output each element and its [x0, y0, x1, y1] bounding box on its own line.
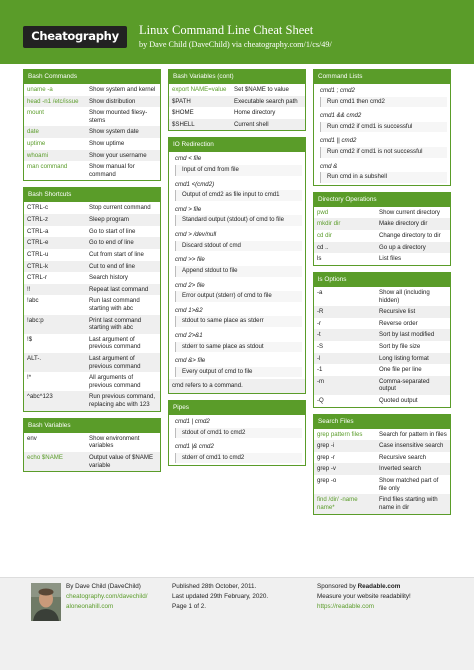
list-item	[169, 253, 305, 278]
table-row	[314, 341, 450, 353]
footer-website-link[interactable]: aloneonahill.com	[66, 603, 114, 610]
table-row	[314, 376, 450, 395]
option-cell: -m	[317, 377, 325, 385]
command-cell: head -n1 /etc/issue	[27, 97, 79, 105]
shortcut-cell: CTRL-r	[27, 274, 47, 282]
shortcut-cell: !$	[27, 335, 33, 343]
shortcut-cell: ^abc^123	[27, 393, 53, 401]
bash-commands-section	[23, 69, 161, 181]
description-cell: Cut from start of line	[89, 250, 144, 258]
table-row	[24, 452, 160, 471]
section-title: Command Lists	[314, 70, 450, 84]
command-text: cmd &	[320, 162, 338, 170]
table-row	[24, 202, 160, 214]
shortcut-cell: CTRL-a	[27, 227, 49, 235]
footer-author-profile-link[interactable]: cheatography.com/davechild/	[66, 593, 148, 600]
description-text: Run cmd2 if cmd1 is successful	[320, 122, 447, 133]
table-row	[314, 440, 450, 452]
command-cell: cd dir	[317, 232, 332, 240]
description-cell: Comma-separated output	[379, 377, 430, 393]
command-text: cmd 2>&1	[175, 331, 203, 339]
author-avatar[interactable]	[31, 583, 61, 621]
column-3	[313, 69, 451, 521]
table-row	[314, 452, 450, 464]
page-number: Page 1 of 2.	[172, 603, 206, 610]
shortcut-cell: ALT-.	[27, 355, 42, 363]
description-cell: One file per line	[379, 366, 422, 374]
option-cell: -r	[317, 319, 322, 327]
description-text: Standard output (stdout) of cmd to file	[175, 215, 302, 226]
command-cell: grep -v	[317, 465, 336, 473]
footer-author-line	[66, 583, 141, 591]
table-row	[169, 119, 305, 131]
description-text: Run cmd2 if cmd1 is not successful	[320, 147, 447, 158]
footer	[0, 577, 474, 670]
table-row	[314, 253, 450, 265]
command-text: cmd &> file	[175, 357, 206, 365]
footer-author-name: Dave Child (DaveChild)	[75, 583, 141, 590]
command-cell: mount	[27, 109, 44, 117]
table-row	[314, 463, 450, 475]
command-text: cmd1 | cmd2	[175, 418, 210, 426]
table-row	[24, 150, 160, 162]
list-item	[169, 228, 305, 253]
command-cell: uname -a	[27, 86, 53, 93]
command-cell: uptime	[27, 140, 46, 148]
description-cell: Sleep program	[89, 216, 129, 224]
description-cell: Search for pattern in files	[379, 430, 447, 438]
table-row	[24, 226, 160, 238]
cheatography-logo[interactable]	[23, 26, 127, 48]
description-text: stderr to same place as stdout	[175, 342, 302, 353]
last-updated-date: Last updated 29th February, 2020.	[172, 593, 269, 600]
shortcut-cell: CTRL-z	[27, 216, 48, 224]
description-cell: Last argument of previous command	[89, 355, 141, 370]
description-text: stderr of cmd1 to cmd2	[175, 453, 302, 464]
description-cell: Recursive list	[379, 308, 416, 316]
description-text: Input of cmd from file	[175, 165, 302, 176]
shortcut-cell: !*	[27, 374, 32, 382]
io-redirection-section	[168, 137, 306, 394]
command-cell: grep pattern files	[317, 430, 363, 438]
command-text: cmd 2> file	[175, 281, 205, 289]
description-cell: Recursive search	[379, 453, 427, 461]
column-2	[168, 69, 306, 472]
shortcut-cell: CTRL-u	[27, 250, 49, 258]
description-cell: Go up a directory	[379, 243, 426, 251]
bash-variables-cont-section	[168, 69, 306, 131]
description-cell: Show your username	[89, 151, 147, 159]
section-title: Search Files	[314, 415, 450, 429]
list-item	[314, 134, 450, 159]
command-cell: man command	[27, 163, 68, 171]
description-cell: Case insensitive search	[379, 442, 444, 450]
table-row	[24, 433, 160, 452]
table-row	[169, 84, 305, 96]
byline-via: via	[229, 40, 244, 49]
section-footnote: cmd refers to a command.	[169, 379, 305, 393]
section-title: Bash Variables (cont)	[169, 70, 305, 84]
section-title: IO Redirection	[169, 138, 305, 152]
command-text: cmd1 || cmd2	[320, 137, 357, 145]
table-row	[24, 126, 160, 138]
description-cell: Find files starting with name in dir	[379, 496, 438, 511]
pipes-section	[168, 400, 306, 466]
description-cell: Go to end of line	[89, 239, 134, 247]
option-cell: -t	[317, 331, 321, 339]
description-cell: Show manual for command	[89, 163, 135, 178]
table-row	[24, 284, 160, 296]
description-text: Run cmd in a subshell	[320, 172, 447, 183]
table-row	[24, 295, 160, 314]
command-cell: cd ..	[317, 243, 329, 251]
command-cell: env	[27, 434, 37, 442]
description-cell: List files	[379, 255, 402, 263]
description-cell: Show uptime	[89, 140, 125, 148]
command-text: cmd >> file	[175, 256, 205, 264]
table-row	[314, 318, 450, 330]
description-text: Run cmd1 then cmd2	[320, 97, 447, 108]
command-text: cmd > /dev/null	[175, 231, 217, 239]
list-item	[314, 160, 450, 185]
table-row	[24, 272, 160, 284]
list-item	[314, 109, 450, 134]
option-cell: -l	[317, 354, 321, 362]
table-row	[24, 249, 160, 261]
command-cell: export NAME=value	[172, 86, 227, 93]
table-row	[169, 96, 305, 108]
description-cell: Long listing format	[379, 354, 429, 362]
table-row	[314, 429, 450, 441]
option-cell: -R	[317, 308, 324, 316]
list-item	[169, 304, 305, 329]
table-row	[24, 372, 160, 391]
description-cell: Home directory	[234, 109, 276, 117]
description-text: Every output of cmd to file	[175, 367, 302, 378]
table-row	[314, 242, 450, 254]
description-cell: Cut to end of line	[89, 262, 136, 270]
command-lists-section	[313, 69, 451, 186]
list-item	[169, 178, 305, 203]
sponsor-tagline: Measure your website readability!	[317, 593, 411, 600]
sponsor-link[interactable]: https://readable.com	[317, 603, 375, 610]
table-row	[314, 218, 450, 230]
table-row	[314, 287, 450, 306]
table-row	[314, 475, 450, 494]
table-row	[24, 315, 160, 334]
description-cell: Executable search path	[234, 97, 298, 105]
command-text: cmd1 && cmd2	[320, 112, 362, 120]
command-cell: ls	[317, 255, 322, 263]
description-cell: Stop current command	[89, 204, 151, 212]
description-cell: Reverse order	[379, 319, 418, 327]
command-cell: grep -r	[317, 453, 335, 461]
author-link[interactable]: Dave Child (DaveChild)	[149, 40, 230, 49]
directory-operations-section	[313, 192, 451, 266]
ls-options-section	[313, 272, 451, 408]
command-cell: date	[27, 128, 39, 136]
command-text: cmd1 ; cmd2	[320, 87, 355, 94]
table-row	[314, 207, 450, 219]
description-cell: Last argument of previous command	[89, 335, 141, 351]
list-item	[169, 152, 305, 177]
description-cell: Sort by file size	[379, 342, 421, 350]
list-item	[169, 415, 305, 440]
description-cell: Run previous command, replacing abc with 123	[89, 393, 156, 409]
description-cell: Change directory to dir	[379, 232, 441, 240]
option-cell: -S	[317, 342, 324, 350]
description-cell: Print last command starting with abc	[89, 316, 142, 332]
description-cell: Show environment variables	[89, 434, 140, 450]
command-text: cmd 1>&2	[175, 306, 203, 314]
table-row	[24, 161, 160, 180]
option-cell: -a	[317, 288, 323, 296]
command-text: cmd < file	[175, 155, 202, 163]
list-item	[169, 354, 305, 379]
description-text: Error output (stderr) of cmd to file	[175, 291, 302, 302]
section-title: Bash Commands	[24, 70, 160, 84]
shortcut-cell: !abc	[27, 297, 39, 305]
byline-prefix: by	[139, 40, 150, 49]
command-cell: $HOME	[172, 109, 194, 117]
search-files-section	[313, 414, 451, 515]
description-cell: Go to start of line	[89, 227, 136, 235]
table-row	[314, 329, 450, 341]
description-text: stdout to same place as stderr	[175, 316, 302, 327]
list-item	[169, 203, 305, 228]
command-cell: grep -o	[317, 477, 337, 485]
command-cell: mkdir dir	[317, 220, 341, 228]
command-cell: $PATH	[172, 97, 191, 105]
table-row	[314, 353, 450, 365]
description-cell: Output value of $NAME variable	[89, 453, 154, 469]
table-row	[24, 334, 160, 353]
command-text: cmd1 <(cmd2)	[175, 180, 215, 188]
header-bar	[0, 0, 474, 64]
description-cell: All arguments of previous command	[89, 374, 141, 389]
bash-variables-section	[23, 418, 161, 472]
command-cell: $SHELL	[172, 120, 195, 128]
table-row	[24, 84, 160, 96]
published-date: Published 28th October, 2011.	[172, 583, 257, 590]
section-title: Bash Variables	[24, 419, 160, 433]
list-item	[169, 279, 305, 304]
table-row	[314, 306, 450, 318]
description-cell: Show current directory	[379, 208, 440, 216]
description-cell: Make directory dir	[379, 220, 428, 228]
shortcut-cell: !!	[27, 285, 31, 293]
column-1	[23, 69, 161, 478]
command-cell: echo $NAME	[27, 453, 63, 461]
byline	[139, 40, 332, 50]
sponsor-prefix: Sponsored by	[317, 583, 358, 590]
table-row	[24, 237, 160, 249]
command-cell: grep -i	[317, 442, 335, 450]
table-row	[314, 395, 450, 407]
option-cell: -Q	[317, 397, 324, 405]
table-row	[24, 96, 160, 108]
description-cell: Search history	[89, 274, 128, 282]
logo-text: Cheatography	[31, 29, 119, 43]
description-text: stdout of cmd1 to cmd2	[175, 428, 302, 439]
command-cell: whoami	[27, 151, 48, 159]
table-row	[314, 230, 450, 242]
description-cell: Quoted output	[379, 397, 418, 405]
list-item	[169, 440, 305, 465]
shortcut-cell: CTRL-k	[27, 262, 48, 270]
description-cell: Show matched part of file only	[379, 477, 439, 492]
section-title: Bash Shortcuts	[24, 188, 160, 202]
table-row	[314, 494, 450, 513]
section-title: Pipes	[169, 401, 305, 415]
description-text: Discard stdout of cmd	[175, 241, 302, 252]
shortcut-cell: !abc:p	[27, 316, 44, 324]
table-row	[314, 364, 450, 376]
sponsor-name[interactable]: Readable.com	[357, 583, 401, 590]
description-cell: Inverted search	[379, 465, 422, 473]
description-cell: Run last command starting with abc	[89, 297, 140, 312]
description-cell: Repeat last command	[89, 285, 149, 293]
description-cell: Show mounted filesy-stems	[89, 109, 148, 124]
description-cell: Show distribution	[89, 97, 136, 105]
table-row	[24, 261, 160, 273]
command-cell: pwd	[317, 208, 329, 216]
table-row	[24, 353, 160, 372]
description-cell: Show system date	[89, 128, 139, 136]
description-cell: Show system and kernel	[89, 86, 156, 93]
shortcut-cell: CTRL-e	[27, 239, 49, 247]
shortcut-cell: CTRL-c	[27, 204, 48, 212]
description-cell: Set $NAME to value	[234, 86, 289, 93]
section-title: Directory Operations	[314, 193, 450, 207]
table-row	[24, 138, 160, 150]
table-row	[24, 214, 160, 226]
table-row	[24, 107, 160, 126]
page-title: Linux Command Line Cheat Sheet	[139, 23, 314, 37]
command-text: cmd1 |& cmd2	[175, 443, 214, 451]
description-text: Append stdout to file	[175, 266, 302, 277]
sheet-url-link[interactable]: cheatography.com/1/cs/49/	[243, 40, 332, 49]
description-cell: Sort by last modified	[379, 331, 435, 339]
footer-by-label: By	[66, 583, 76, 590]
option-cell: -1	[317, 366, 323, 374]
bash-shortcuts-section	[23, 187, 161, 411]
command-text: cmd > file	[175, 205, 202, 213]
sponsor-line	[317, 583, 400, 591]
section-title: ls Options	[314, 273, 450, 287]
table-row	[169, 107, 305, 119]
table-row	[24, 391, 160, 410]
description-text: Output of cmd2 as file input to cmd1	[175, 190, 302, 201]
list-item	[169, 329, 305, 354]
list-item	[314, 84, 450, 109]
description-cell: Current shell	[234, 120, 269, 128]
command-cell: find /dir/ -name name*	[317, 496, 358, 511]
description-cell: Show all (including hidden)	[379, 288, 430, 304]
avatar-photo	[31, 583, 61, 621]
